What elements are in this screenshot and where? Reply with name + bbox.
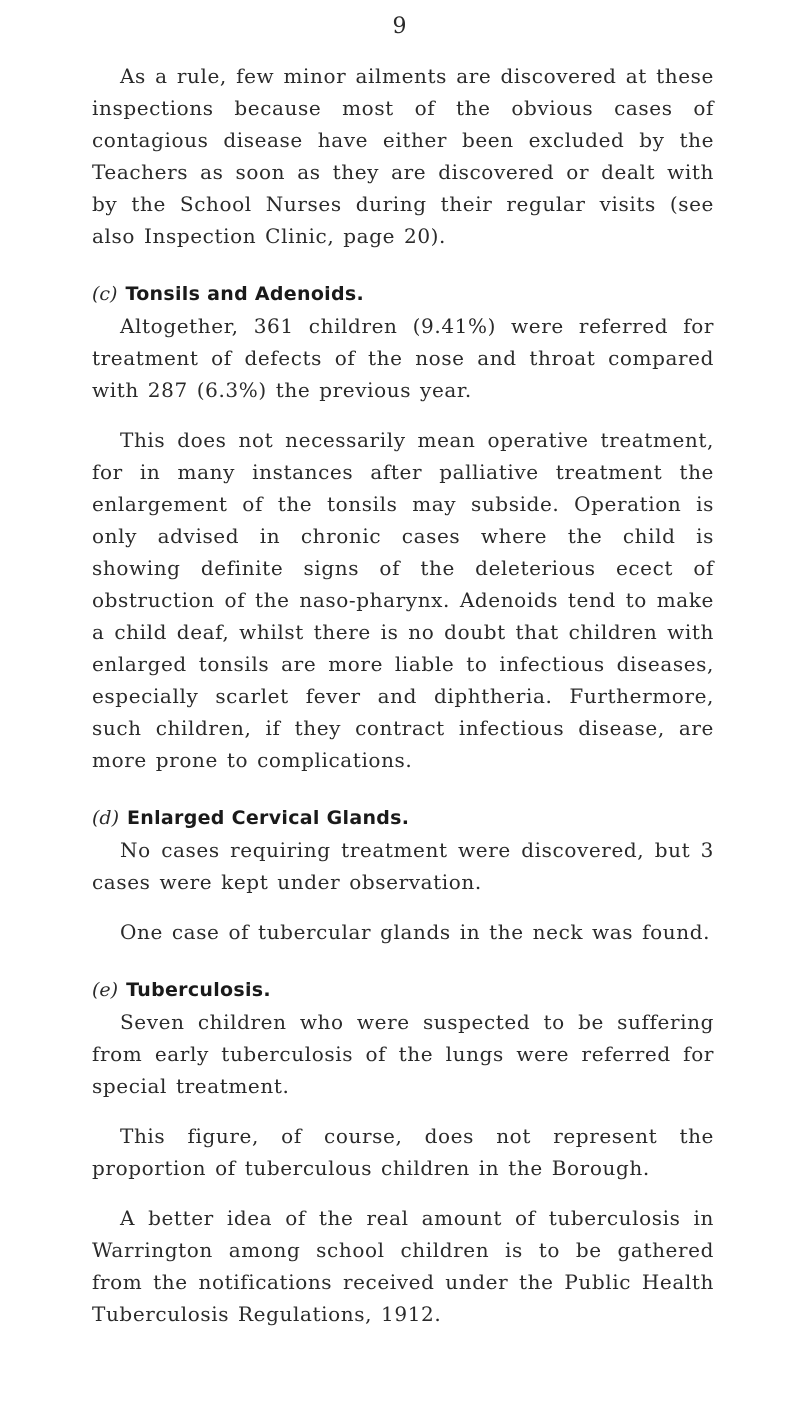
paragraph: Seven children who were suspected to be suffering from early tuberculosis of the lungs were referred for special treatment. bbox=[92, 1010, 714, 1098]
paragraph: Altogether, 361 children (9.41%) were referred for treatment of defects of the nose and throat compared with 287 (6.3%) the previous year. bbox=[92, 314, 714, 402]
section-label: (e) bbox=[92, 979, 119, 1001]
paragraph: One case of tubercular glands in the neck was found. bbox=[120, 920, 711, 944]
section-heading-tonsils bbox=[92, 278, 714, 310]
section-heading-cervical-glands bbox=[92, 802, 714, 834]
paragraph: A better idea of the real amount of tuberculosis in Warrington among school children is to be gathered from the notifications received under the Public Health Tuberculosis Regulations, 1912. bbox=[92, 1206, 714, 1326]
section-heading-tuberculosis bbox=[92, 974, 714, 1006]
page-body bbox=[92, 60, 714, 1330]
section-title: Tonsils and Adenoids. bbox=[125, 283, 365, 305]
paragraph: This does not necessarily mean operative treatment, for in many instances after palliative treatment the enlargement of the tonsils may subside. Operation is only advised in chronic cases where the child is showing definite signs of the deleterious ecect of obstruction of the naso-pharynx. Adenoids tend to make a child deaf, whilst there is no doubt that children with enlarged tonsils are more liable to infectious diseases, especially scarlet fever and diphtheria. Furthermore, such children, if they contract infectious disease, are more prone to complications. bbox=[92, 428, 714, 772]
paragraph: No cases requiring treatment were discovered, but 3 cases were kept under observation. bbox=[92, 838, 714, 894]
intro-paragraph: As a rule, few minor ailments are discovered at these inspections because most of the obvious cases of contagious disease have either been excluded by the Teachers as soon as they are discovered or dealt with by the School Nurses during their regular visits (see also Inspection Clinic, page 20). bbox=[92, 64, 714, 248]
paragraph: This figure, of course, does not represent the proportion of tuberculous children in the Borough. bbox=[92, 1124, 714, 1180]
section-label: (d) bbox=[92, 807, 119, 829]
section-title: Tuberculosis. bbox=[126, 979, 271, 1001]
page-number: 9 bbox=[392, 14, 408, 39]
section-title: Enlarged Cervical Glands. bbox=[127, 807, 410, 829]
section-label: (c) bbox=[92, 283, 118, 305]
